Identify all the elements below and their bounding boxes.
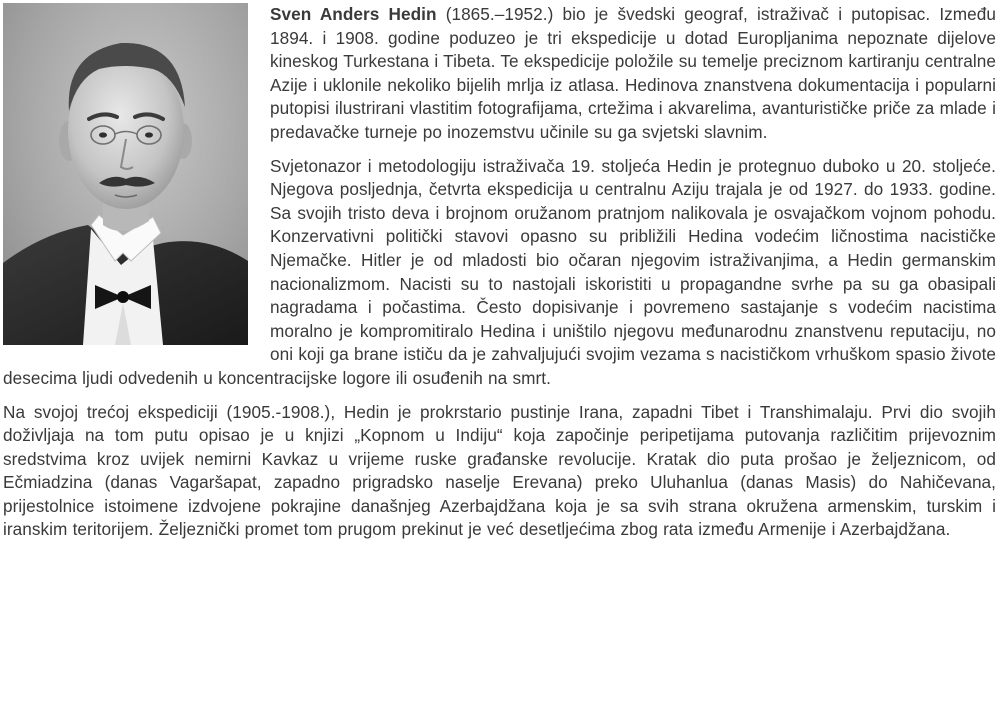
paragraph-third-expedition: Na svojoj trećoj ekspediciji (1905.-1908.), Hedin je prokrstario pustinje Irana, zapadni Tibet i Transhimalaju. Prvi dio svojih doživljaja na tom putu opisao je u knjizi „Kopnom u Indiju“ koja započinje peripetijama putovanja različitim prijevoznim sredstvima kroz uvijek nemirni Kavkaz u vrijeme ruske građanske revolucije. Kratak dio puta prošao je željeznicom, od Ečmiadzina (danas Vagaršapat, zapadno prigradsko naselje Erevana) preko Uluhanlua (danas Masis) do Nahičevana, prijestolnice istoimene izdvojene pokrajine današnjeg Azerbajdžana koja je sa svih strana okružena armenskim, turskim i iranskim teritorijem. Željeznički promet tom prugom prekinut je već desetljećima zbog rata između Armenije i Azerbajdžana. (3, 401, 996, 540)
subject-name: Sven Anders Hedin (270, 4, 437, 24)
paragraph-intro-text: (1865.–1952.) bio je švedski geograf, istraživač i putopisac. Između 1894. i 1908. godine poduzeo je tri ekspedicije u dotad Europljanima nepoznate dijelove kineskog Turkestana i Tibeta. Te ekspedicije položile su temelje preciznom kartiranju centralne Azije i uklonile nekoliko bijelih mrlja iz atlasa. Hedinova znanstvena dokumentacija i popularni putopisi ilustrirani vlastitim fotografijama, crtežima i akvarelima, avanturističke priče za mlade i predavačke turneje po inozemstvu učinile su ga svjetski slavnim. (270, 4, 996, 142)
paragraph-worldview: Svjetonazor i metodologiju istraživača 19. stoljeća Hedin je protegnuo duboko u 20. stoljeće. Njegova posljednja, četvrta ekspedicija u centralnu Aziju trajala je od 1927. do 1933. godine. Sa svojih tristo deva i brojnom oružanom pratnjom nalikovala je osvajačkom vojnom pohodu. Konzervativni politički stavovi opasno su približili Hedina vodećim ličnostima nacističke Njemačke. Hitler je od mladosti bio očaran njegovim istraživanjima, a Hedin germanskim nacionalizmom. Nacisti su to nastojali iskoristiti u propagandne svrhe pa su ga obasipali nagradama i počastima. Često dopisivanje i povremeno sastajanje s vodećim nacistima moralno je kompromitiralo Hedina i uništilo njegovu međunarodnu znanstvenu reputaciju, no oni koji ga brane ističu da je zahvaljujući svojim vezama s nacističkom vrhuškom spasio živote desecima ljudi odvedenih u koncentracijske logore ili osuđenih na smrt. (3, 155, 996, 388)
portrait-photo (3, 3, 248, 345)
